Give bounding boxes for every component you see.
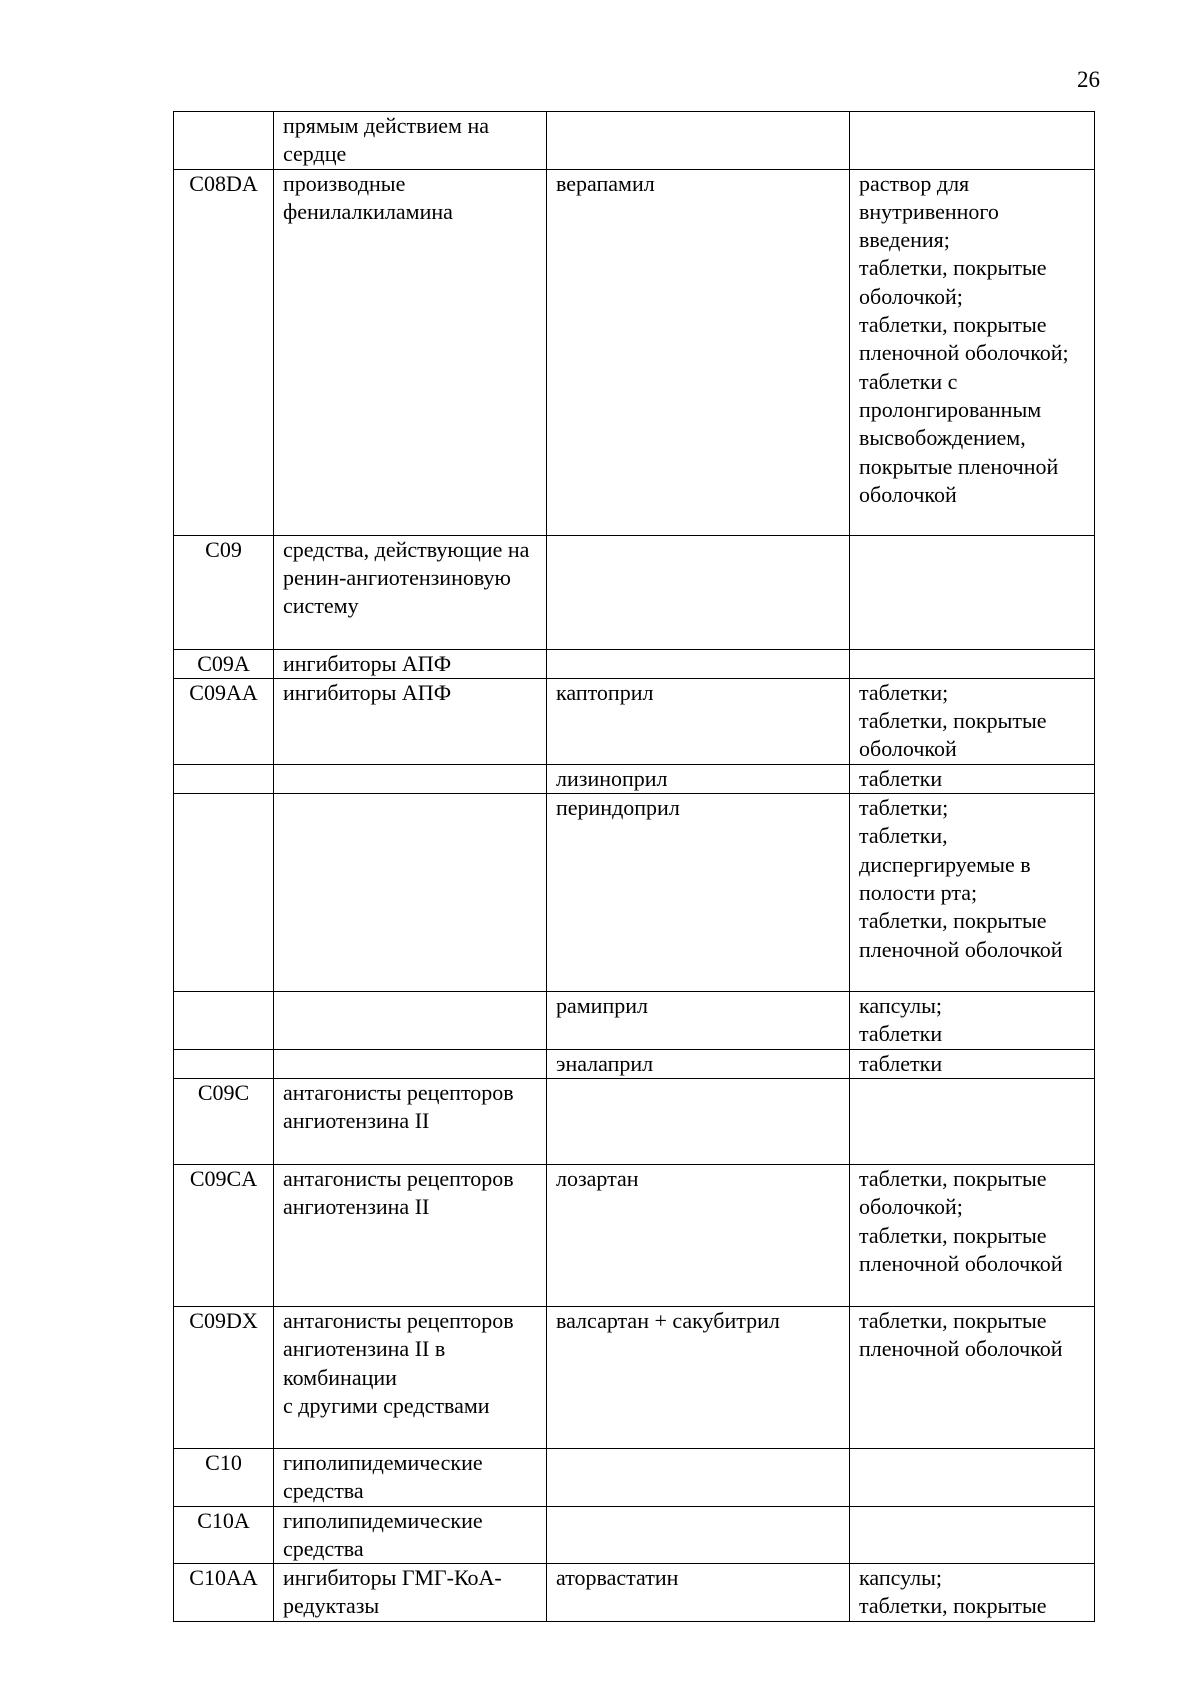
dosage-form-cell: таблетки; таблетки, диспергируемые в полости рта; таблетки, покрытые пленочной оболочкой (850, 794, 1095, 992)
table-row (174, 1049, 1095, 1078)
dosage-form-cell (850, 1506, 1095, 1564)
drug-name-cell: верапамил (547, 169, 850, 535)
drug-name-cell (547, 112, 850, 170)
pharmacological-group-cell: ингибиторы АПФ (274, 678, 547, 764)
drug-name-cell (547, 1448, 850, 1506)
drug-list-table (173, 111, 1095, 1622)
atc-code-cell: C09C (174, 1078, 274, 1164)
table-row (174, 1506, 1095, 1564)
table-row (174, 649, 1095, 678)
pharmacological-group-cell: средства, действующие на ренин-ангиотензиновую систему (274, 535, 547, 649)
atc-code-cell: C09 (174, 535, 274, 649)
table-row (174, 764, 1095, 793)
drug-name-cell (547, 649, 850, 678)
table-row (174, 794, 1095, 992)
page-number: 26 (1077, 67, 1100, 92)
dosage-form-cell (850, 112, 1095, 170)
table-row (174, 1164, 1095, 1306)
drug-name-cell: эналаприл (547, 1049, 850, 1078)
dosage-form-cell: капсулы; таблетки (850, 992, 1095, 1050)
dosage-form-cell: раствор для внутривенного введения; таблетки, покрытые оболочкой; таблетки, покрытые пленочной оболочкой; таблетки с пролонгированным высвобождением, покрытые пленочной оболочкой (850, 169, 1095, 535)
dosage-form-cell (850, 1078, 1095, 1164)
dosage-form-cell (850, 649, 1095, 678)
atc-code-cell: C09AA (174, 678, 274, 764)
atc-code-cell: C09A (174, 649, 274, 678)
pharmacological-group-cell: прямым действием на сердце (274, 112, 547, 170)
drug-name-cell: лозартан (547, 1164, 850, 1306)
atc-code-cell: C10 (174, 1448, 274, 1506)
pharmacological-group-cell (274, 992, 547, 1050)
pharmacological-group-cell: антагонисты рецепторов ангиотензина II в комбинации с другими средствами (274, 1306, 547, 1448)
pharmacological-group-cell (274, 1049, 547, 1078)
atc-code-cell: C09DX (174, 1306, 274, 1448)
atc-code-cell (174, 764, 274, 793)
dosage-form-cell: таблетки (850, 764, 1095, 793)
table-row (174, 535, 1095, 649)
atc-code-cell (174, 1049, 274, 1078)
atc-code-cell: C10A (174, 1506, 274, 1564)
drug-name-cell: рамиприл (547, 992, 850, 1050)
dosage-form-cell (850, 535, 1095, 649)
table-row (174, 992, 1095, 1050)
pharmacological-group-cell: ингибиторы АПФ (274, 649, 547, 678)
pharmacological-group-cell: гиполипидемические средства (274, 1448, 547, 1506)
dosage-form-cell: таблетки (850, 1049, 1095, 1078)
drug-name-cell: лизиноприл (547, 764, 850, 793)
atc-code-cell (174, 112, 274, 170)
atc-code-cell: C10AA (174, 1564, 274, 1622)
atc-code-cell (174, 794, 274, 992)
table-row (174, 1564, 1095, 1622)
dosage-form-cell (850, 1448, 1095, 1506)
table-row (174, 169, 1095, 535)
dosage-form-cell: таблетки, покрытые пленочной оболочкой (850, 1306, 1095, 1448)
atc-code-cell: C08DA (174, 169, 274, 535)
drug-name-cell (547, 535, 850, 649)
drug-name-cell: аторвастатин (547, 1564, 850, 1622)
table-row (174, 1448, 1095, 1506)
pharmacological-group-cell (274, 794, 547, 992)
table-row (174, 112, 1095, 170)
pharmacological-group-cell (274, 764, 547, 793)
pharmacological-group-cell: гиполипидемические средства (274, 1506, 547, 1564)
drug-name-cell (547, 1506, 850, 1564)
pharmacological-group-cell: антагонисты рецепторов ангиотензина II (274, 1078, 547, 1164)
table-row (174, 1306, 1095, 1448)
drug-name-cell (547, 1078, 850, 1164)
table-row (174, 678, 1095, 764)
dosage-form-cell: таблетки; таблетки, покрытые оболочкой (850, 678, 1095, 764)
pharmacological-group-cell: производные фенилалкиламина (274, 169, 547, 535)
drug-name-cell: валсартан + сакубитрил (547, 1306, 850, 1448)
atc-code-cell (174, 992, 274, 1050)
pharmacological-group-cell: антагонисты рецепторов ангиотензина II (274, 1164, 547, 1306)
drug-name-cell: каптоприл (547, 678, 850, 764)
table-row (174, 1078, 1095, 1164)
atc-code-cell: C09CA (174, 1164, 274, 1306)
pharmacological-group-cell: ингибиторы ГМГ-КоА-редуктазы (274, 1564, 547, 1622)
dosage-form-cell: капсулы; таблетки, покрытые (850, 1564, 1095, 1622)
drug-name-cell: периндоприл (547, 794, 850, 992)
dosage-form-cell: таблетки, покрытые оболочкой; таблетки, покрытые пленочной оболочкой (850, 1164, 1095, 1306)
